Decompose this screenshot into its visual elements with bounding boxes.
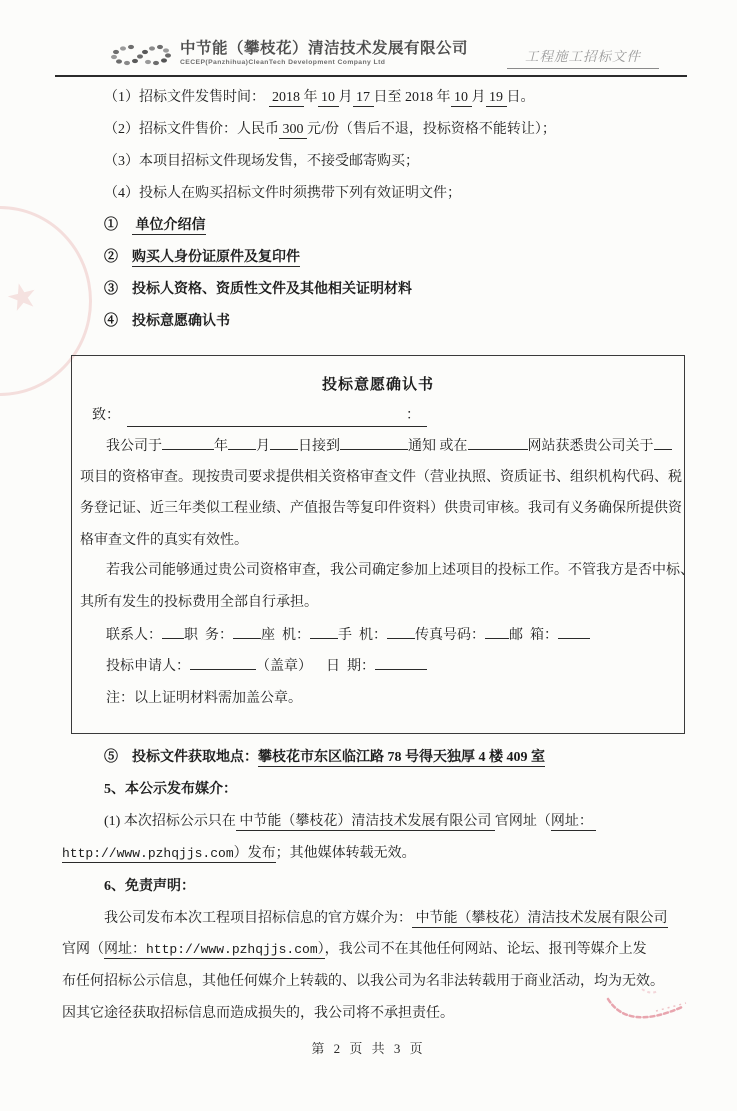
section6-paragraph-line4: 因其它途径获取招标信息而造成损失的，我公司将不承担责任。 <box>62 1006 454 1021</box>
circled-item-intro-letter: ① 单位介绍信 <box>104 218 206 233</box>
section6-heading: 6、免责声明： <box>104 879 195 894</box>
section5-heading: 5、本公示发布媒介： <box>104 782 237 797</box>
company-name-cn: 中节能（攀枝花）清洁技术发展有限公司 <box>180 40 469 57</box>
circled-item-confirmation: ④ 投标意愿确认书 <box>104 314 230 329</box>
company-name-en: CECEP(Panzhihua)CleanTech Development Company Ltd <box>180 58 386 66</box>
header-rule <box>55 75 687 77</box>
box-paragraph1-line1: 我公司于 年 月 日接到 通知 或在 网站获悉贵公司关于 <box>106 437 672 457</box>
document-type-label: 工程施工招标文件 <box>507 45 659 69</box>
section6-paragraph-line3: 布任何招标公示信息，其他任何媒介上转载的、以我公司为名非法转载用于商业活动，均为无效。 <box>62 974 664 989</box>
company-logo-dots-icon <box>106 40 174 75</box>
company-name-block <box>180 41 468 66</box>
item-sale-time: （1）招标文件发售时间： 2018 年 10 月 17 日至 2018 年 10 月 19 日。 <box>104 90 535 105</box>
section6-paragraph-line2: 官网（网址：http://www.pzhqjjs.com），我公司不在其他任何网站、论坛、报刊等媒介上发 <box>62 942 647 957</box>
section6-paragraph-line1: 我公司发布本次工程项目招标信息的官方媒介为： 中节能（攀枝花）清洁技术发展有限公司 <box>104 911 668 926</box>
item-sale-price: （2）招标文件售价：人民币 300 元/份（售后不退，投标资格不能转让）； <box>104 122 556 137</box>
circled-item-qualification: ③ 投标人资格、资质性文件及其他相关证明材料 <box>104 282 412 297</box>
circled-item-id-card: ② 购买人身份证原件及复印件 <box>104 250 300 265</box>
box-paragraph2-line1: 若我公司能够通过贵公司资格审查，我公司确定参加上述项目的投标工作。不管我方是否中标、 <box>106 563 694 578</box>
box-paragraph1-line3: 务登记证、近三年类似工程业绩、产值报告等复印件资料）供贵司审核。我司有义务确保所提供资 <box>80 501 682 516</box>
page-number: 第 2 页 共 3 页 <box>311 1041 426 1056</box>
box-paragraph1-line2: 项目的资格审查。现按贵司要求提供相关资格审查文件（营业执照、资质证书、组织机构代码、税 <box>80 470 682 485</box>
box-paragraph2-line2: 其所有发生的投标费用全部自行承担。 <box>80 595 318 610</box>
red-seal-star-icon: ★ <box>1 273 43 321</box>
box-note-line: 注：以上证明材料需加盖公章。 <box>106 691 302 706</box>
box-title: 投标意愿确认书 <box>321 377 434 393</box>
box-contact-line: 联系人： 职 务： 座 机： 手 机： 传真号码： 邮 箱： <box>106 626 590 646</box>
item-onsite-sale: （3）本项目招标文件现场发售，不接受邮寄购买； <box>104 154 419 169</box>
box-applicant-line: 投标申请人： （盖章） 日 期： <box>106 657 427 677</box>
box-paragraph1-line4: 格审查文件的真实有效性。 <box>80 533 248 548</box>
box-to-line: 致： ： <box>92 406 427 427</box>
red-mark-bottom-right <box>598 983 693 1048</box>
item-required-docs: （4）投标人在购买招标文件时须携带下列有效证明文件； <box>104 186 461 201</box>
section5-paragraph-line2: http://www.pzhqjjs.com）发布；其他媒体转载无效。 <box>62 846 416 861</box>
bid-intention-confirmation-box <box>71 355 694 734</box>
section5-paragraph-line1: (1) 本次招标公示只在 中节能（攀枝花）清洁技术发展有限公司 官网址（网址： <box>104 814 597 829</box>
item-doc-pickup-location: ⑤ 投标文件获取地点：攀枝花市东区临江路 78 号得天独厚 4 楼 409 室 <box>104 750 545 765</box>
